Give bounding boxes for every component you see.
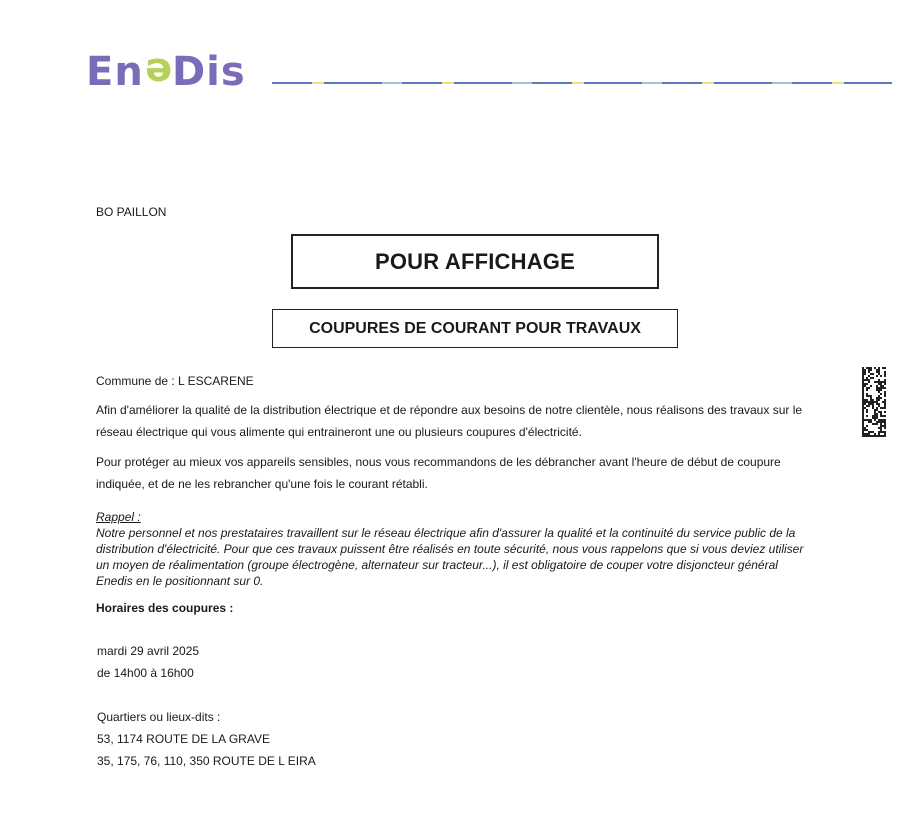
quartiers-label: Quartiers ou lieux-dits : [97, 710, 221, 724]
logo-part-en: En [86, 49, 144, 95]
advice-paragraph: Pour protéger au mieux vos appareils sensibles, nous vous recommandons de les débrancher avant l'heure de début de coupure indiquée, et de ne les rebrancher qu'une fois le courant rétabli. [96, 455, 781, 491]
page-title: POUR AFFICHAGE [375, 248, 575, 274]
header-rule [272, 82, 892, 84]
page-subtitle: COUPURES DE COURANT POUR TRAVAUX [309, 319, 641, 337]
rappel-title: Rappel [96, 510, 135, 524]
outage-time: de 14h00 à 16h00 [97, 666, 194, 680]
datamatrix-barcode [862, 367, 886, 437]
address-line: 53, 1174 ROUTE DE LA GRAVE [97, 732, 270, 746]
enedis-logo [86, 49, 246, 95]
logo-part-e: e [143, 49, 172, 95]
rappel-colon: : [134, 510, 141, 524]
commune-line: Commune de : L ESCARENE [96, 374, 254, 388]
outage-date: mardi 29 avril 2025 [97, 644, 200, 658]
horaires-heading: Horaires des coupures : [96, 601, 234, 615]
rappel-text: Notre personnel et nos prestataires travaillent sur le réseau électrique afin d'assurer la qualité et la continuité du service public de la distribution d'électricité. Pour que ces travaux puissent être réalisés en toute sécurité, nous vous rappelons que si vous deviez utiliser un moyen de réalimentation (groupe électrogène, alternateur sur tracteur...), il est obligatoire de couper votre disjoncteur général Enedis en le positionnant sur 0. [96, 526, 804, 588]
address-line: 35, 175, 76, 110, 350 ROUTE DE L EIRA [97, 754, 316, 768]
title-box [291, 234, 659, 289]
sector-name: BO PAILLON [96, 205, 167, 219]
rappel-heading [96, 509, 141, 525]
intro-paragraph: Afin d'améliorer la qualité de la distribution électrique et de répondre aux besoins de notre clientèle, nous réalisons des travaux sur le réseau électrique qui vous alimente qui entraineront une ou plusieurs coupures d'électricité. [96, 403, 803, 439]
subtitle-box [272, 309, 678, 348]
logo-part-dis: Dis [171, 49, 246, 95]
